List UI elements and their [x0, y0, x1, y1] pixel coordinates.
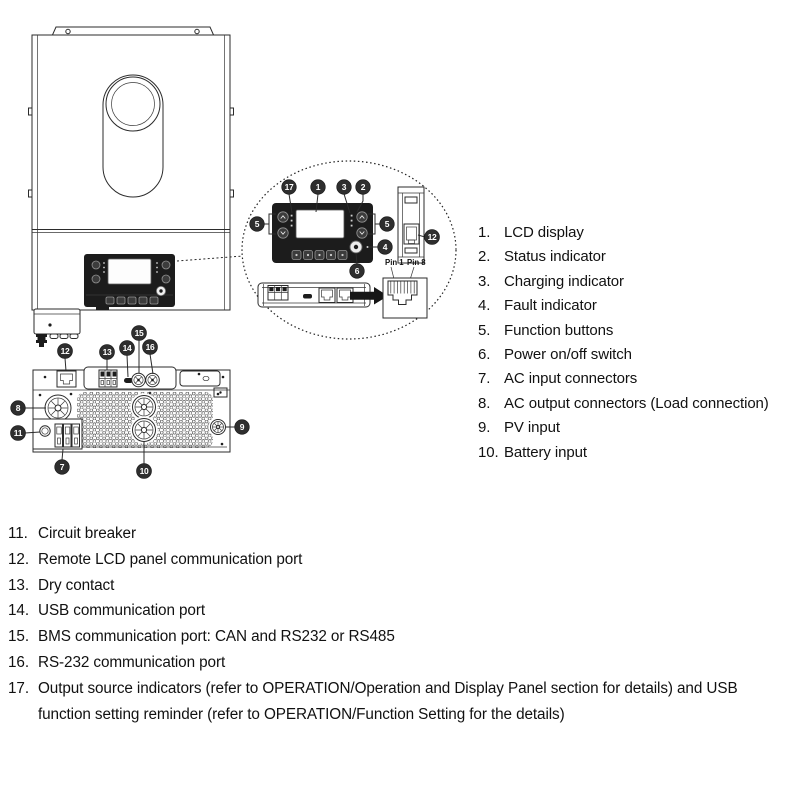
legend-item-number: 15.: [8, 628, 29, 646]
legend-item-label: RS-232 communication port: [38, 653, 226, 671]
magnifier-detail: [242, 161, 456, 339]
callout-12-badge-side: [425, 230, 440, 245]
callout-5-badge-right: [380, 217, 395, 232]
legend-item-number: 14.: [8, 602, 29, 620]
callout-4-badge: [378, 240, 393, 255]
svg-text:17: 17: [284, 182, 294, 192]
svg-text:5: 5: [254, 219, 260, 229]
svg-text:12: 12: [60, 346, 70, 356]
svg-text:13: 13: [102, 347, 112, 357]
callout-13-badge: [100, 345, 115, 360]
svg-text:14: 14: [122, 343, 132, 353]
callout-12-badge: [58, 344, 73, 359]
legend-item-number: 11.: [8, 525, 28, 542]
lcd-screen-small: [108, 259, 151, 284]
panel-button: [106, 297, 114, 304]
legend-item-number: 3.: [478, 272, 491, 290]
panel-button: [117, 297, 125, 304]
dry-contact: [99, 370, 117, 387]
legend-item-label: USB communication port: [38, 602, 205, 620]
ac-output-gland: [45, 395, 71, 421]
panel-button: [150, 297, 158, 304]
svg-text:3: 3: [341, 182, 347, 192]
svg-text:9: 9: [239, 422, 245, 432]
lcd-screen: [296, 210, 344, 238]
legend-item-label: AC input connectors: [504, 370, 638, 388]
inverter-bottom-view: [11, 326, 250, 479]
pin1-label: Pin 1: [385, 258, 404, 267]
pin8-label: Pin 8: [407, 258, 426, 267]
inverter-front-view: [29, 27, 244, 347]
legend-item-number: 17.: [8, 679, 29, 697]
parts-legend-1-10: [478, 221, 798, 465]
callout-7-badge: [55, 460, 70, 475]
callout-17-badge: [282, 180, 297, 195]
legend-item-number: 8.: [478, 394, 491, 412]
enter-button: [357, 212, 367, 222]
rs232-comm-port: [146, 373, 160, 387]
legend-item: [8, 676, 792, 728]
svg-text:10: 10: [139, 466, 149, 476]
legend-item-label: LCD display: [504, 224, 584, 241]
svg-text:15: 15: [134, 328, 144, 338]
legend-item-number: 10.: [478, 443, 499, 461]
legend-item: [478, 221, 798, 245]
pv-input-gland: [209, 418, 228, 437]
legend-item-number: 16.: [8, 653, 29, 671]
usb-port: [303, 294, 312, 299]
function-button: [92, 261, 100, 269]
legend-item-label: Remote LCD panel communication port: [38, 550, 303, 568]
function-button: [162, 261, 170, 269]
svg-text:4: 4: [382, 242, 388, 252]
callout-15-badge: [132, 326, 147, 341]
side-mount-tab: [230, 190, 234, 197]
legend-item-label: BMS communication port: CAN and RS232 or RS485: [38, 628, 395, 646]
callout-6-badge: [350, 264, 365, 279]
ac-input-area: [33, 419, 82, 449]
function-button: [162, 275, 170, 283]
legend-item: [8, 650, 792, 676]
side-mount-tab: [230, 108, 234, 115]
legend-item: [8, 624, 792, 650]
legend-item: [478, 441, 798, 465]
legend-item: [478, 343, 798, 367]
callout-3-badge: [337, 180, 352, 195]
legend-item-number: 1.: [478, 224, 491, 241]
callout-2-badge: [356, 180, 371, 195]
legend-item: [8, 547, 792, 573]
legend-item: [478, 270, 798, 294]
legend-item: [478, 392, 798, 416]
svg-text:8: 8: [15, 403, 21, 413]
fault-indicator-led: [367, 246, 369, 248]
legend-item-number: 5.: [478, 321, 491, 339]
legend-item-number: 2.: [478, 248, 491, 266]
svg-text:6: 6: [354, 266, 360, 276]
legend-item-number: 12.: [8, 550, 29, 568]
callout-11-badge: [11, 426, 26, 441]
legend-item-label: Fault indicator: [504, 297, 597, 315]
legend-item-label: AC output connectors (Load connection): [504, 394, 769, 412]
callout-8-badge: [11, 401, 26, 416]
legend-item: [478, 416, 798, 440]
legend-item-number: 9.: [478, 419, 491, 437]
legend-item-label: Output source indicators (refer to OPERATION/Operation and Display Panel section for details) and USB function setting reminder (refer to OPERATION/Function Setting for the details): [38, 679, 738, 723]
svg-text:7: 7: [59, 462, 65, 472]
legend-item-number: 4.: [478, 297, 491, 315]
esc-button: [357, 228, 367, 238]
legend-item-label: Circuit breaker: [38, 525, 136, 542]
legend-item-label: Power on/off switch: [504, 346, 632, 364]
legend-item: [478, 319, 798, 343]
legend-item-label: Dry contact: [38, 576, 115, 594]
callout-1-badge: [311, 180, 326, 195]
function-button: [92, 275, 100, 283]
down-button: [278, 228, 288, 238]
remote-panel-bottom-view: [258, 283, 388, 307]
svg-text:2: 2: [360, 182, 366, 192]
up-button: [278, 212, 288, 222]
legend-item: [8, 598, 792, 624]
svg-text:5: 5: [384, 219, 390, 229]
side-mount-tab: [29, 108, 33, 115]
legend-item-number: 7.: [478, 370, 491, 388]
svg-text:11: 11: [13, 428, 23, 438]
legend-item: [8, 521, 792, 547]
front-breaker-box: [34, 305, 109, 347]
display-panel-enlarged: [272, 203, 373, 263]
legend-item: [478, 294, 798, 318]
bms-comm-port: [132, 373, 146, 387]
legend-item-label: Battery input: [504, 443, 587, 461]
legend-item-label: PV input: [504, 419, 560, 437]
legend-item-label: Status indicator: [504, 248, 606, 266]
callout-9-badge: [235, 420, 250, 435]
svg-text:16: 16: [145, 342, 155, 352]
front-display-panel: [84, 254, 175, 307]
parts-legend-11-17: [8, 521, 792, 727]
callout-14-badge: [120, 341, 135, 356]
battery-input-gland-bottom: [130, 416, 158, 444]
legend-item-number: 13.: [8, 576, 29, 594]
legend-item-number: 6.: [478, 346, 491, 364]
callout-16-badge: [143, 340, 158, 355]
panel-button: [139, 297, 147, 304]
svg-text:1: 1: [315, 182, 321, 192]
legend-item: [478, 367, 798, 391]
legend-item: [8, 573, 792, 599]
svg-text:12: 12: [427, 232, 437, 242]
side-mount-tab: [29, 190, 33, 197]
callout-10-badge: [137, 464, 152, 479]
callout-5-badge-left: [250, 217, 265, 232]
panel-button: [128, 297, 136, 304]
remote-panel-side-view: [398, 187, 424, 263]
legend-item: [478, 245, 798, 269]
legend-item-label: Charging indicator: [504, 272, 624, 290]
legend-item-label: Function buttons: [504, 321, 614, 339]
